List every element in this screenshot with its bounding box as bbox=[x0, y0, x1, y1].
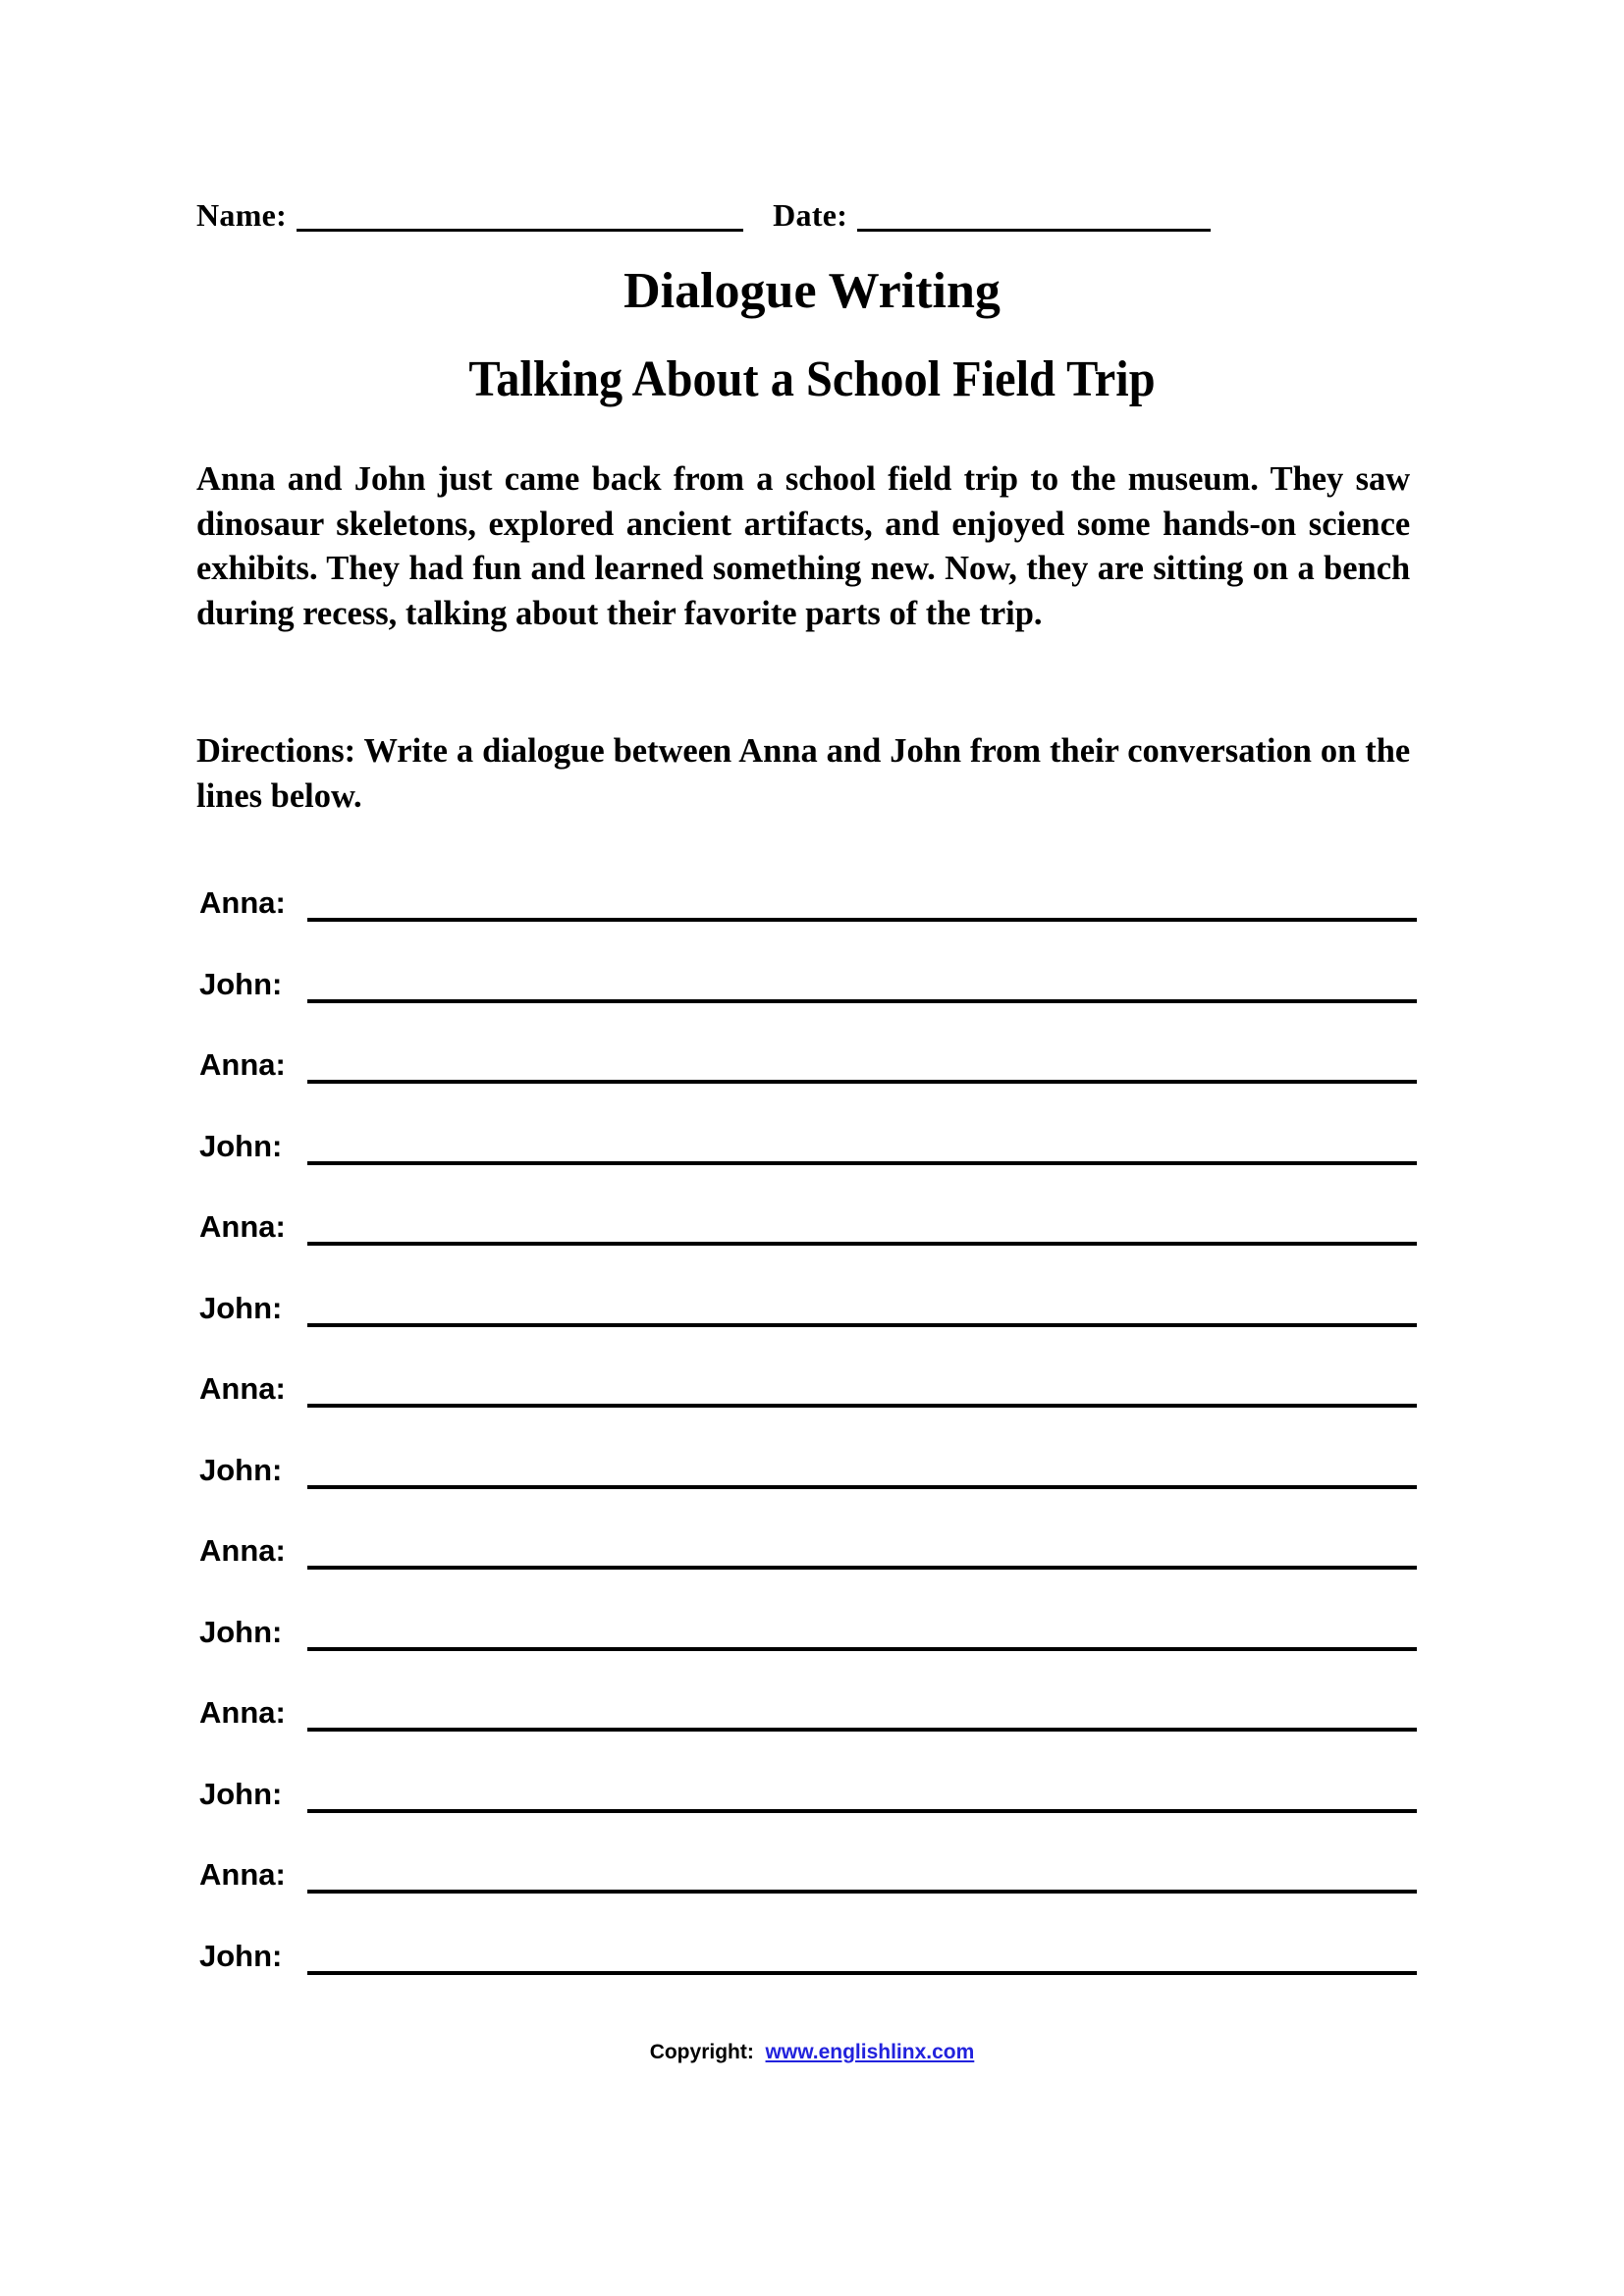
dialogue-row bbox=[199, 1453, 1417, 1534]
speaker-label: Anna: bbox=[199, 1533, 286, 1568]
dialogue-row bbox=[199, 885, 1417, 967]
page-subtitle: Talking About a School Field Trip bbox=[468, 351, 1156, 407]
name-write-line[interactable] bbox=[297, 199, 743, 232]
answer-write-line[interactable] bbox=[307, 1939, 1417, 1975]
speaker-label: Anna: bbox=[199, 1047, 286, 1082]
answer-write-line[interactable] bbox=[307, 1371, 1417, 1408]
dialogue-row bbox=[199, 1615, 1417, 1696]
answer-write-line[interactable] bbox=[307, 885, 1417, 922]
speaker-label: John: bbox=[199, 1290, 283, 1325]
speaker-label: John: bbox=[199, 1452, 283, 1487]
dialogue-row bbox=[199, 1209, 1417, 1291]
speaker-label: Anna: bbox=[199, 1857, 286, 1892]
dialogue-row bbox=[199, 1695, 1417, 1777]
answer-write-line[interactable] bbox=[307, 1291, 1417, 1327]
speaker-label: John: bbox=[199, 1128, 283, 1163]
copyright-label: Copyright: bbox=[649, 2041, 754, 2063]
page-title: Dialogue Writing bbox=[623, 263, 1001, 319]
dialogue-lines bbox=[199, 885, 1417, 2019]
answer-write-line[interactable] bbox=[307, 1533, 1417, 1570]
dialogue-row bbox=[199, 1777, 1417, 1858]
answer-write-line[interactable] bbox=[307, 1209, 1417, 1246]
answer-write-line[interactable] bbox=[307, 1615, 1417, 1651]
dialogue-row bbox=[199, 1371, 1417, 1453]
date-write-line[interactable] bbox=[857, 199, 1211, 232]
answer-write-line[interactable] bbox=[307, 1047, 1417, 1084]
speaker-label: Anna: bbox=[199, 1695, 286, 1730]
name-label: Name: bbox=[196, 197, 288, 233]
name-date-row bbox=[196, 187, 1414, 232]
speaker-label: Anna: bbox=[199, 1371, 286, 1406]
dialogue-row bbox=[199, 1291, 1417, 1372]
answer-write-line[interactable] bbox=[307, 1129, 1417, 1165]
speaker-label: Anna: bbox=[199, 885, 286, 920]
website-link[interactable]: www.englishlinx.com bbox=[765, 2041, 975, 2063]
dialogue-row bbox=[199, 1129, 1417, 1210]
dialogue-row bbox=[199, 1939, 1417, 2020]
speaker-label: Anna: bbox=[199, 1209, 286, 1244]
speaker-label: John: bbox=[199, 1938, 283, 1973]
answer-write-line[interactable] bbox=[307, 1857, 1417, 1894]
answer-write-line[interactable] bbox=[307, 1695, 1417, 1732]
footer bbox=[0, 2040, 1624, 2065]
answer-write-line[interactable] bbox=[307, 1453, 1417, 1489]
dialogue-row bbox=[199, 1533, 1417, 1615]
dialogue-row bbox=[199, 1857, 1417, 1939]
speaker-label: John: bbox=[199, 966, 283, 1001]
date-label: Date: bbox=[773, 197, 848, 233]
dialogue-row bbox=[199, 1047, 1417, 1129]
answer-write-line[interactable] bbox=[307, 967, 1417, 1003]
intro-paragraph: Anna and John just came back from a school field trip to the museum. They saw dinosaur skeletons, explored ancient artifacts, and enjoyed some hands-on science exhibits. They had fun and learned something new. Now, they are sitting on a bench during recess, talking about their favorite parts of the trip. bbox=[196, 459, 1411, 632]
speaker-label: John: bbox=[199, 1776, 283, 1811]
dialogue-row bbox=[199, 967, 1417, 1048]
directions-paragraph: Directions: Write a dialogue between Anna and John from their conversation on the lines below. bbox=[196, 731, 1411, 815]
speaker-label: John: bbox=[199, 1614, 283, 1649]
answer-write-line[interactable] bbox=[307, 1777, 1417, 1813]
